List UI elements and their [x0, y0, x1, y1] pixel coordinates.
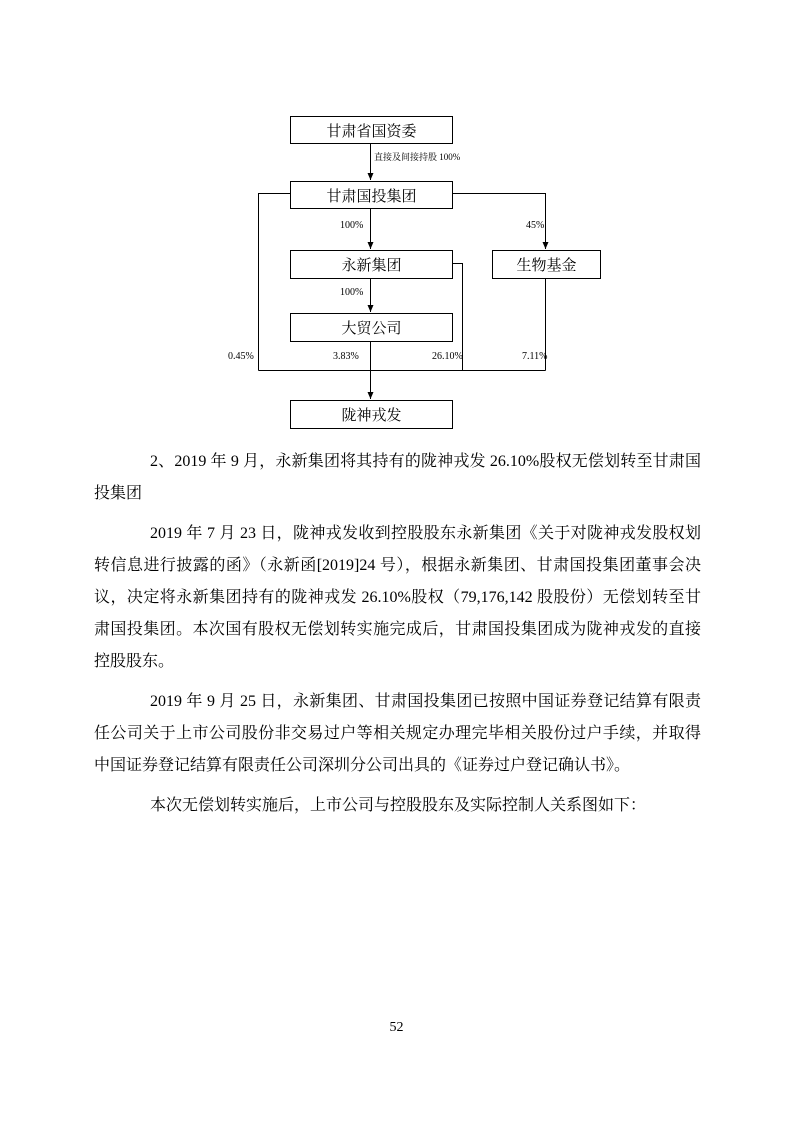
body-paragraph: 本次无偿划转实施后，上市公司与控股股东及实际控制人关系图如下： [150, 797, 647, 814]
node-biology-fund: 生物基金 [492, 250, 601, 279]
diagram-connector-lines [0, 0, 793, 446]
edge-label-yongxin-to-damao: 100% [340, 287, 364, 298]
node-yongxin-group: 永新集团 [290, 250, 453, 279]
edge-label-biofund-to-listed: 7.11% [522, 351, 548, 362]
body-text [94, 446, 701, 830]
section-heading: 2、2019 年 9 月，永新集团将其持有的陇神戎发 26.10%股权无偿划转至甘肃国投集团 [94, 453, 701, 502]
body-paragraph: 2019 年 9 月 25 日，永新集团、甘肃国投集团已按照中国证券登记结算有限责任公司关于上市公司股份非交易过户等相关规定办理完毕相关股份过户手续，并取得中国证券登记结算有限责任公司深圳分公司出具的《证券过户登记确认书》。 [94, 693, 701, 774]
edge-label-guotou-to-biofund: 45% [526, 220, 545, 231]
page-number: 52 [389, 1020, 404, 1035]
node-longshen-rongfa: 陇神戎发 [290, 400, 453, 429]
connector-guotou-to-listed [259, 194, 291, 371]
edge-label-guotou-to-yongxin: 100% [340, 220, 364, 231]
node-damao-company: 大贸公司 [290, 313, 453, 342]
ownership-structure-diagram [0, 0, 793, 446]
edge-label-damao-to-listed: 3.83% [333, 351, 359, 362]
edge-label-direct-indirect-100: 直接及间接持股 100% [374, 152, 461, 162]
edge-label-guotou-to-listed: 0.45% [228, 351, 254, 362]
edge-label-yongxin-to-listed: 26.10% [432, 351, 463, 362]
node-gansu-provincial-sasac: 甘肃省国资委 [290, 116, 453, 144]
node-gansu-guotou-group: 甘肃国投集团 [290, 181, 453, 209]
body-paragraph: 2019 年 7 月 23 日，陇神戎发收到控股股东永新集团《关于对陇神戎发股权划转信息进行披露的函》（永新函[2019]24 号），根据永新集团、甘肃国投集团董事会决议，决定将永新集团持有的陇神戎发 26.10%股权（79,176,142 股股份）无偿划转至甘肃国投集团。本次国有股权无偿划转实施完成后，甘肃国投集团成为陇神戎发的直接控股股东。 [94, 525, 701, 670]
